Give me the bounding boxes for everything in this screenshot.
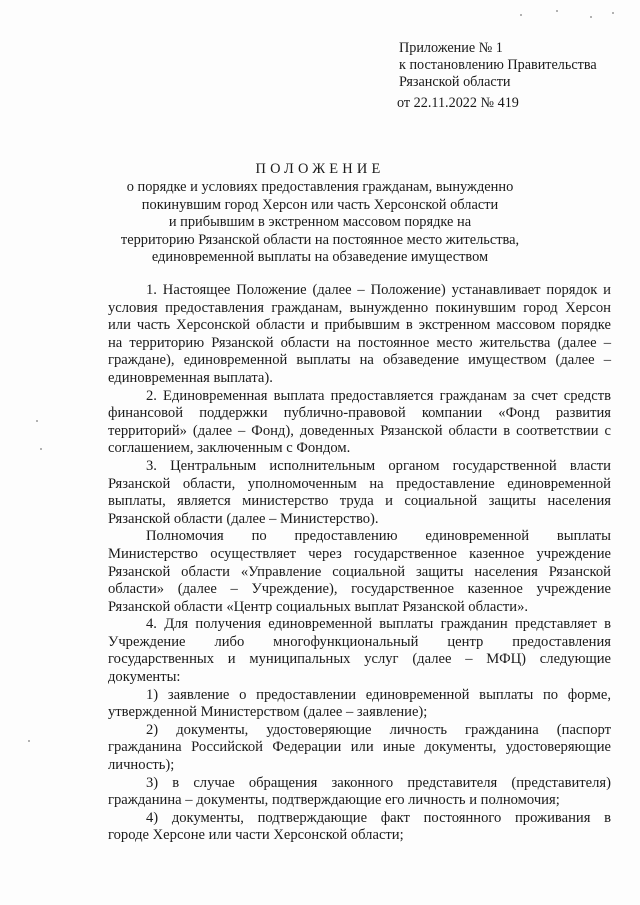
appendix-date: от 22.11.2022 № 419 [397, 94, 519, 111]
title-heading: ПОЛОЖЕНИЕ [255, 161, 385, 177]
text-line: Полномочия по предоставлению единовременной выплаты [146, 528, 611, 545]
text-line: области» (далее – Учреждение), государственное казенное учреждение [108, 581, 611, 598]
text-line: выплаты, является министерство труда и социальной защиты населения [108, 493, 611, 510]
text-line: Рязанской области «Центр социальных выплат Рязанской области». [108, 598, 529, 615]
text-line: Рязанской области «Управление социальной защиты населения Рязанской [108, 563, 611, 580]
paragraph-4 [108, 616, 611, 686]
paragraph-3-continued [108, 528, 611, 616]
scan-speck [28, 740, 30, 742]
list-item-1 [108, 687, 611, 722]
list-item-4 [108, 810, 611, 845]
text-line: Учреждение либо многофункциональный центр предоставления [108, 633, 611, 650]
scan-speck [556, 10, 558, 12]
text-line: на территорию Рязанской области на постоянное место жительства (далее – [108, 334, 611, 351]
text-line: условия предоставления гражданам, вынужденно покинувшим город Херсон [108, 299, 611, 316]
list-item-2 [108, 722, 611, 775]
text-line: Рязанской области (далее – Министерство). [108, 510, 379, 527]
scan-speck [40, 448, 42, 450]
text-line: граждане), единовременной выплаты на обзаведение имуществом (далее – [108, 352, 611, 369]
text-line: гражданина – документы, подтверждающие его личность и полномочия; [108, 792, 560, 809]
paragraph-2 [108, 388, 611, 458]
title-line: о порядке и условиях предоставления гражданам, вынужденно [126, 179, 514, 196]
text-line: 3. Центральным исполнительным органом государственной власти [146, 457, 611, 474]
list-item-3 [108, 775, 611, 810]
title-line: единовременной выплаты на обзаведение имуществом [151, 249, 489, 266]
document-body [108, 282, 611, 845]
text-line: 1) заявление о предоставлении единовременной выплаты по форме, [146, 686, 611, 703]
appendix-region: Рязанской области [399, 74, 511, 91]
text-line: личность); [108, 757, 175, 774]
paragraph-1 [108, 282, 611, 388]
text-line: городе Херсоне или части Херсонской области; [108, 827, 404, 844]
title-line: территорию Рязанской области на постоянное место жительства, [120, 231, 520, 248]
appendix-block [399, 40, 597, 112]
scan-speck [612, 12, 614, 14]
title-line: покинувшим город Херсон или часть Херсонской области [141, 196, 499, 213]
text-line: или часть Херсонской области и прибывшим в экстренном массовом порядке [108, 317, 611, 334]
text-line: территорий» (далее – Фонд), доведенных Рязанской области в соответствии с [108, 422, 611, 439]
text-line: 4) документы, подтверждающие факт постоянного проживания в [146, 809, 611, 826]
text-line: 1. Настоящее Положение (далее – Положение) устанавливает порядок и [146, 282, 611, 298]
text-line: соглашением, заключенным с Фондом. [108, 440, 351, 457]
document-title [110, 161, 530, 266]
appendix-reference: к постановлению Правительства [399, 57, 597, 74]
scan-speck [590, 16, 592, 18]
text-line: государственных и муниципальных услуг (далее – МФЦ) следующие [108, 651, 611, 668]
title-line: и прибывшим в экстренном массовом порядке на [168, 214, 472, 231]
text-line: единовременная выплата). [108, 369, 273, 386]
paragraph-3 [108, 458, 611, 528]
text-line: финансовой поддержки публично-правовой компании «Фонд развития [108, 405, 611, 422]
text-line: 2. Единовременная выплата предоставляется гражданам за счет средств [146, 387, 611, 404]
text-line: гражданина Российской Федерации или иные документы, удостоверяющие [108, 739, 611, 756]
text-line: Министерство осуществляет через государственное казенное учреждение [108, 545, 611, 562]
text-line: 2) документы, удостоверяющие личность гражданина (паспорт [146, 721, 611, 738]
text-line: 4. Для получения единовременной выплаты гражданин представляет в [146, 616, 611, 633]
appendix-number: Приложение № 1 [399, 40, 503, 56]
text-line: 3) в случае обращения законного представителя (представителя) [146, 774, 611, 791]
text-line: утвержденной Министерством (далее – заявление); [108, 704, 428, 721]
text-line: документы: [108, 669, 181, 686]
text-line: Рязанской области, уполномоченным на предоставление единовременной [108, 475, 611, 492]
scan-speck [36, 420, 38, 422]
scan-speck [520, 14, 522, 16]
